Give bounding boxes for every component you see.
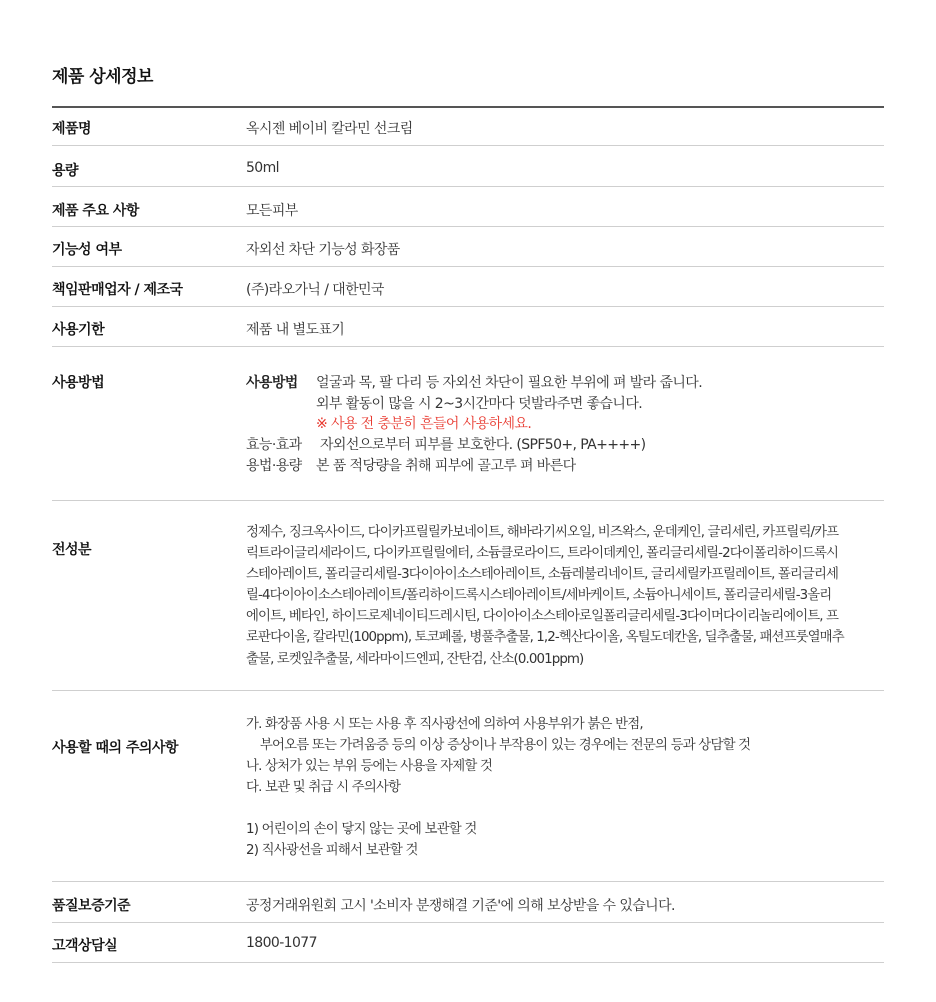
functional-label: 기능성 여부 — [52, 242, 122, 258]
row-divider — [52, 346, 884, 347]
caution-line: 나. 상처가 있는 부위 등에는 사용을 자제할 것 — [246, 759, 493, 774]
dosage-value: 본 품 적당량을 취해 피부에 골고루 펴 바른다 — [316, 458, 576, 474]
expiry-label: 사용기한 — [52, 322, 105, 338]
top-divider — [52, 106, 884, 108]
row-divider — [52, 266, 884, 267]
functional-value: 자외선 차단 기능성 화장품 — [246, 242, 400, 258]
row-divider — [52, 962, 884, 963]
ingredients-label: 전성분 — [52, 542, 92, 558]
product-name-label: 제품명 — [52, 121, 92, 137]
effect-key: 효능·효과 — [246, 437, 302, 453]
usage-method-line: 얼굴과 목, 팔 다리 등 자외선 차단이 필요한 부위에 펴 발라 줍니다. — [316, 375, 703, 391]
ingredients-line: 에이트, 베타인, 하이드로제네이티드레시틴, 다이아이소스테아로일폴리글리세릴-3다이머다이리놀리에이트, 프 — [246, 609, 839, 624]
capacity-label: 용량 — [52, 163, 79, 179]
row-divider — [52, 881, 884, 882]
row-divider — [52, 226, 884, 227]
ingredients-line: 로판다이올, 칼라민(100ppm), 토코페롤, 병풀추출물, 1,2-헥산다이올, 옥틸도데칸올, 딜추출물, 패션프룻열매추 — [246, 630, 844, 645]
caution-label: 사용할 때의 주의사항 — [52, 740, 178, 756]
ingredients-line: 출물, 로켓잎추출물, 세라마이드엔피, 잔탄검, 산소(0.001ppm) — [246, 652, 584, 667]
dosage-key: 용법·용량 — [246, 458, 302, 474]
expiry-value: 제품 내 별도표기 — [246, 322, 345, 338]
row-divider — [52, 922, 884, 923]
support-label: 고객상담실 — [52, 938, 118, 954]
usage-method-key: 사용방법 — [246, 375, 298, 391]
usage-warning: ※ 사용 전 충분히 흔들어 사용하세요. — [316, 416, 532, 432]
main-spec-value: 모든피부 — [246, 203, 298, 219]
main-spec-label: 제품 주요 사항 — [52, 203, 139, 219]
caution-line: 2) 직사광선을 피해서 보관할 것 — [246, 843, 418, 858]
usage-label: 사용방법 — [52, 375, 105, 391]
row-divider — [52, 500, 884, 501]
ingredients-line: 릴-4다이아이소스테아레이트/폴리하이드록시스테아레이트/세바케이트, 소듐아니세이트, 폴리글리세릴-3올리 — [246, 588, 832, 603]
warranty-label: 품질보증기준 — [52, 898, 131, 914]
row-divider — [52, 186, 884, 187]
support-value: 1800-1077 — [246, 935, 317, 951]
row-divider — [52, 690, 884, 691]
row-divider — [52, 145, 884, 146]
product-name-value: 옥시젠 베이비 칼라민 선크림 — [246, 121, 413, 137]
caution-line: 다. 보관 및 취급 시 주의사항 — [246, 780, 401, 795]
usage-method-line: 외부 활동이 많을 시 2~3시간마다 덧발라주면 좋습니다. — [316, 396, 643, 412]
warranty-value: 공정거래위원회 고시 '소비자 분쟁해결 기준'에 의해 보상받을 수 있습니다. — [246, 898, 675, 914]
ingredients-line: 스테아레이트, 폴리글리세릴-3다이아이소스테아레이트, 소듐레불리네이트, 글리세릴카프릴레이트, 폴리글리세 — [246, 567, 839, 582]
seller-label: 책임판매업자 / 제조국 — [52, 282, 183, 298]
caution-line: 부어오름 또는 가려움증 등의 이상 증상이나 부작용이 있는 경우에는 전문의 등과 상담할 것 — [246, 738, 751, 753]
page-title: 제품 상세정보 — [52, 67, 153, 87]
row-divider — [52, 306, 884, 307]
effect-value: 자외선으로부터 피부를 보호한다. (SPF50+, PA++++) — [320, 437, 646, 453]
ingredients-line: 릭트라이글리세라이드, 다이카프릴릴에터, 소듐클로라이드, 트라이데케인, 폴리글리세릴-2다이폴리하이드록시 — [246, 546, 839, 561]
caution-line: 가. 화장품 사용 시 또는 사용 후 직사광선에 의하여 사용부위가 붉은 반점, — [246, 717, 643, 732]
seller-value: (주)라오가닉 / 대한민국 — [246, 282, 384, 298]
ingredients-line: 정제수, 징크옥사이드, 다이카프릴릴카보네이트, 해바라기씨오일, 비즈왁스, 운데케인, 글리세린, 카프릴릭/카프 — [246, 525, 839, 540]
caution-line: 1) 어린이의 손이 닿지 않는 곳에 보관할 것 — [246, 822, 477, 837]
capacity-value: 50ml — [246, 160, 279, 176]
